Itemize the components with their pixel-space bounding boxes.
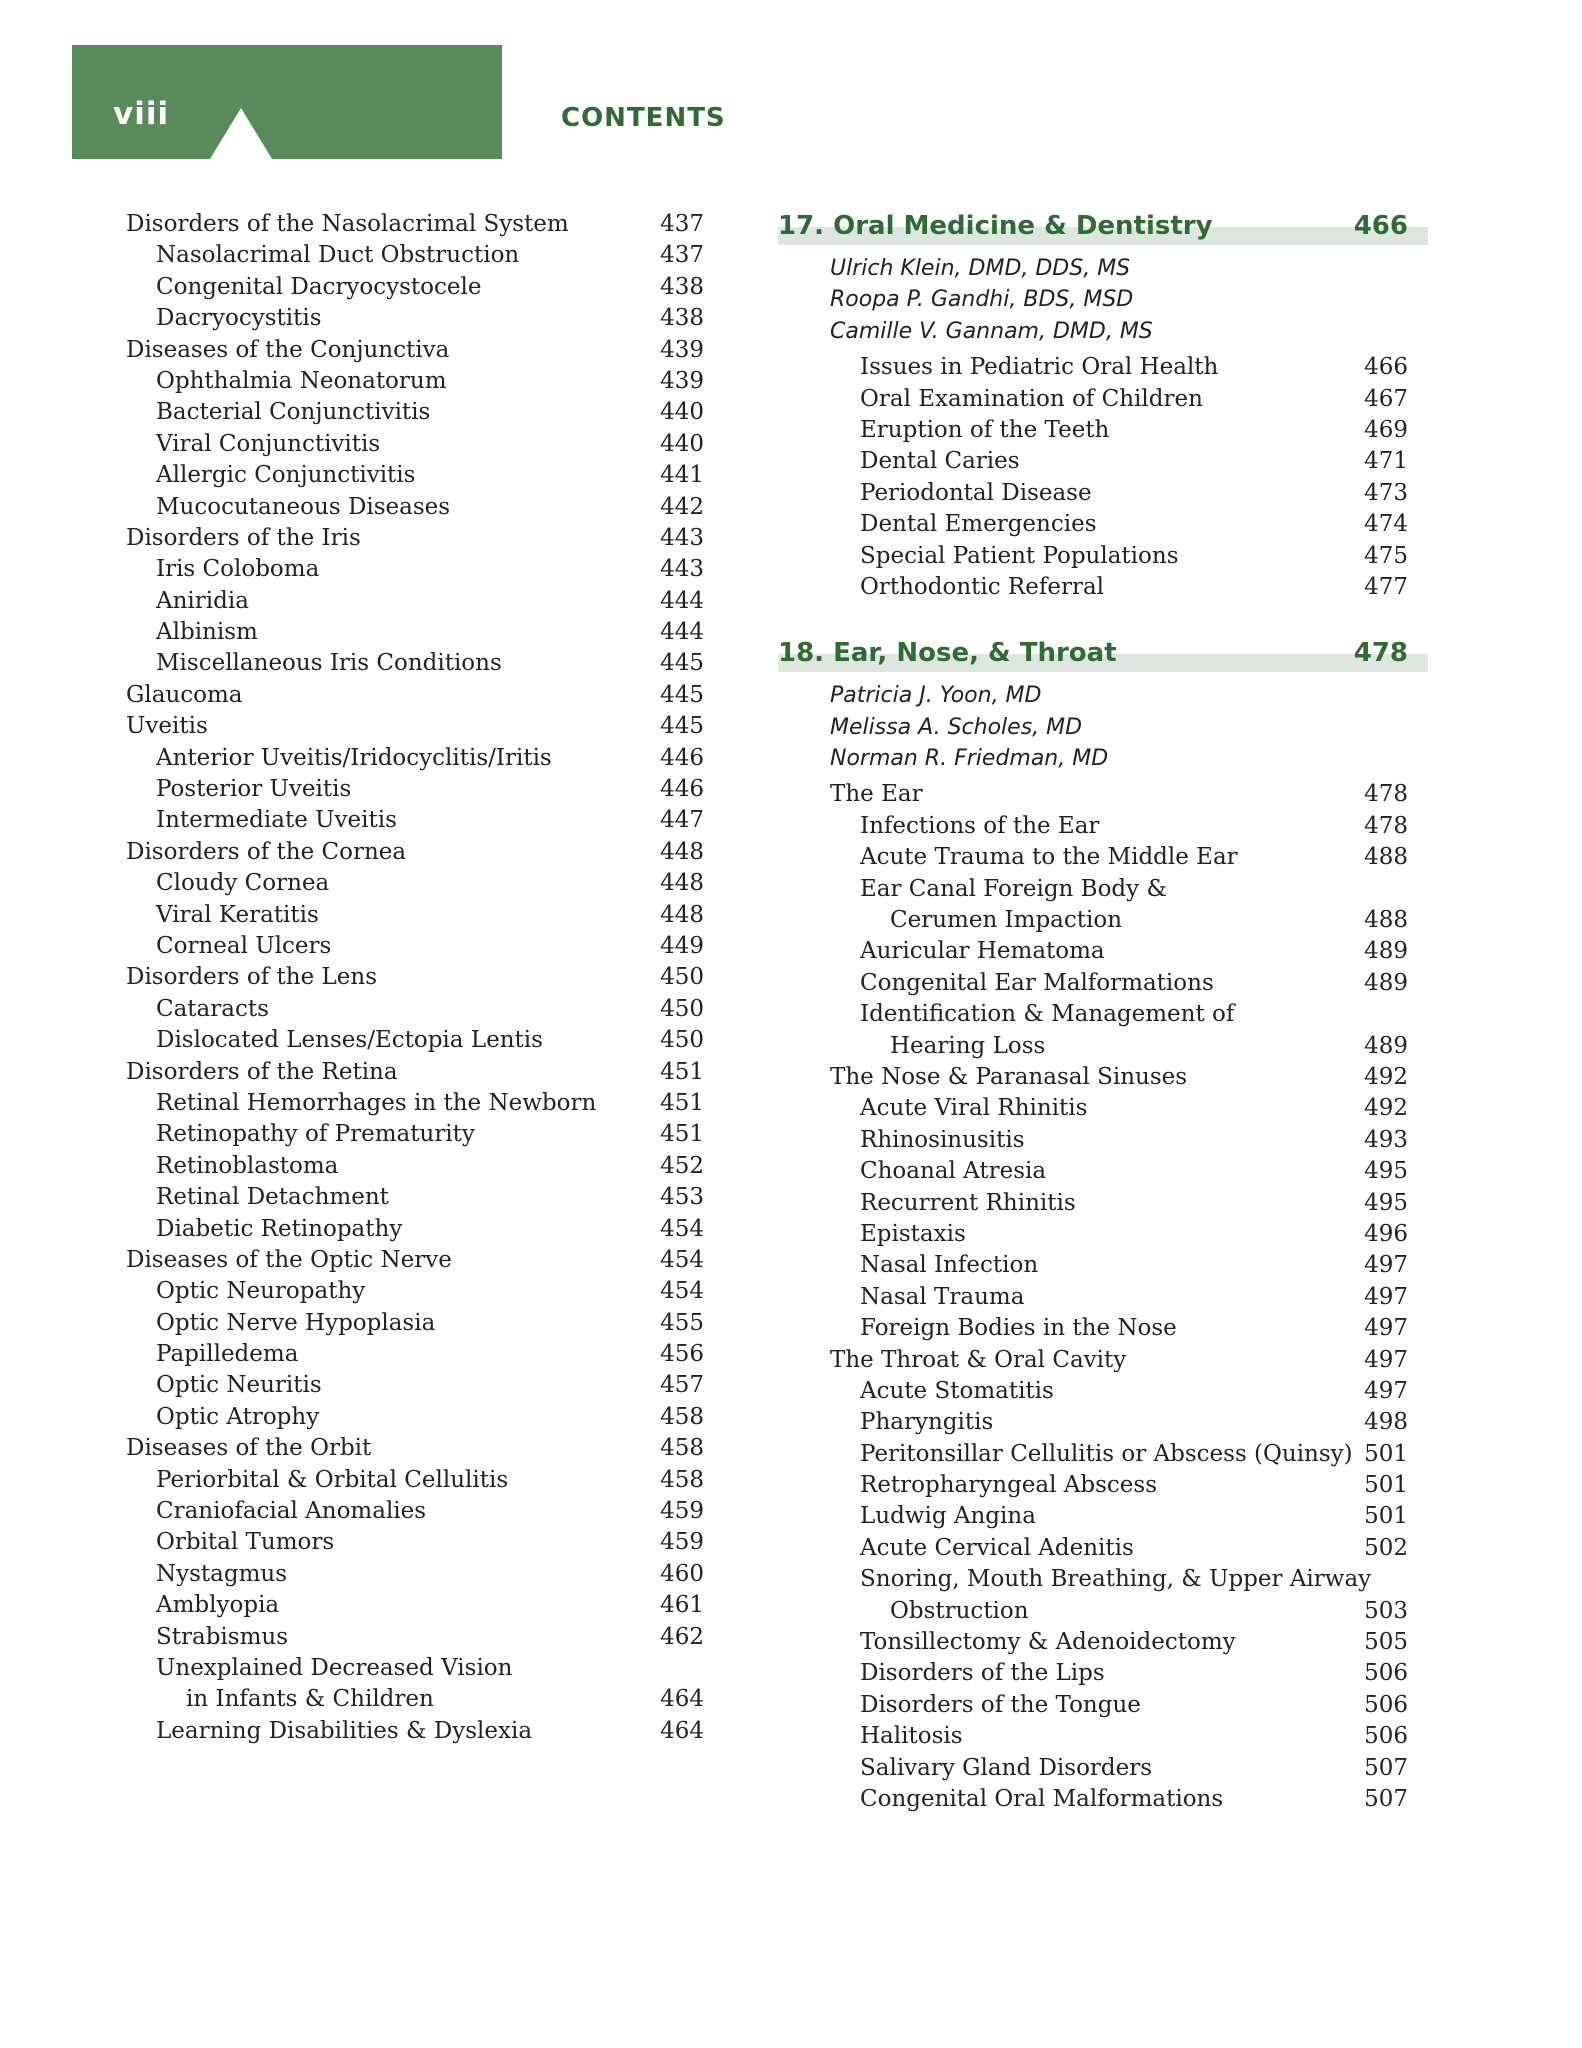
toc-entry-page: 467 (1364, 385, 1408, 412)
toc-entry[interactable] (126, 1308, 704, 1339)
toc-entry-title: Uveitis (126, 713, 208, 740)
toc-right-column (778, 209, 1428, 1815)
toc-entry-page: 489 (1364, 969, 1408, 996)
toc-entry[interactable] (830, 1721, 1408, 1752)
toc-entry-title: Congenital Dacryocystocele (156, 273, 482, 300)
toc-entry-title: Salivary Gland Disorders (860, 1754, 1153, 1781)
toc-entry[interactable] (126, 805, 704, 836)
toc-entry[interactable] (830, 1313, 1408, 1344)
toc-entry-title: Ophthalmia Neonatorum (156, 367, 447, 394)
toc-entry-title: Ear Canal Foreign Body & (860, 875, 1167, 902)
author-name: Melissa A. Scholes, MD (830, 714, 1083, 740)
chapter-page: 478 (1353, 638, 1408, 669)
toc-entry[interactable] (126, 303, 704, 334)
toc-entry-page: 437 (660, 211, 704, 237)
toc-entry[interactable] (830, 1062, 1408, 1093)
toc-entry[interactable] (126, 1653, 704, 1684)
toc-entry[interactable] (830, 968, 1408, 999)
toc-entry-title: Disorders of the Tongue (860, 1691, 1141, 1718)
toc-entry[interactable] (830, 1470, 1408, 1501)
toc-entry-title: Ludwig Angina (860, 1503, 1036, 1530)
toc-entry-title: Periorbital & Orbital Cellulitis (156, 1466, 509, 1493)
toc-entry-page: 440 (660, 399, 704, 426)
toc-entry[interactable] (830, 1156, 1408, 1187)
toc-entry[interactable] (830, 1282, 1408, 1313)
toc-entry-title: Papilledema (156, 1341, 299, 1368)
toc-entry-title: Unexplained Decreased Vision (156, 1654, 513, 1681)
toc-entry-title: Halitosis (860, 1723, 963, 1750)
toc-entry-page: 489 (1364, 938, 1408, 965)
toc-entry-title: Disorders of the Nasolacrimal System (126, 211, 569, 237)
toc-entry-page: 497 (1364, 1346, 1408, 1373)
toc-entry-title: Diseases of the Optic Nerve (126, 1246, 452, 1273)
toc-entry-page: 497 (1364, 1283, 1408, 1310)
toc-entry-title: Hearing Loss (890, 1032, 1046, 1059)
toc-entry-title: Peritonsillar Cellulitis or Abscess (Quinsy) (860, 1440, 1353, 1467)
toc-entry-title: Intermediate Uveitis (156, 807, 397, 834)
toc-entry-page: 507 (1364, 1754, 1408, 1781)
toc-entry-title: Anterior Uveitis/Iridocyclitis/Iritis (156, 744, 552, 771)
toc-entry-title: The Ear (830, 781, 923, 808)
toc-entry-title: Acute Stomatitis (860, 1377, 1054, 1404)
toc-entry-page: 440 (660, 430, 704, 457)
toc-entry-page: 443 (660, 556, 704, 583)
toc-entry-page: 454 (660, 1215, 704, 1242)
toc-entry-page: 473 (1364, 479, 1408, 506)
toc-entry-page: 447 (660, 807, 704, 834)
author-name: Camille V. Gannam, DMD, MS (830, 318, 1153, 344)
chapter-entries (830, 779, 1408, 1815)
toc-entry-title: Acute Cervical Adenitis (860, 1534, 1134, 1561)
toc-entry[interactable] (830, 1439, 1408, 1470)
toc-entry-title: Rhinosinusitis (860, 1126, 1025, 1153)
author-name: Norman R. Friedman, MD (830, 746, 1109, 772)
toc-entry-page: 445 (660, 650, 704, 677)
toc-entry[interactable] (126, 1088, 704, 1119)
toc-entry-page: 497 (1364, 1252, 1408, 1279)
toc-entry-title: Recurrent Rhinitis (860, 1189, 1076, 1216)
toc-entry-page: 488 (1364, 907, 1408, 934)
toc-entry-page: 488 (1364, 844, 1408, 871)
toc-entry-page: 496 (1364, 1220, 1408, 1247)
toc-entry[interactable] (126, 1151, 704, 1182)
author-name: Roopa P. Gandhi, BDS, MSD (830, 287, 1134, 313)
toc-entry[interactable] (830, 811, 1408, 842)
toc-entry[interactable] (830, 1784, 1408, 1815)
toc-entry-page: 451 (660, 1089, 704, 1116)
toc-entry[interactable] (126, 1559, 704, 1590)
toc-entry-page: 437 (660, 242, 704, 269)
toc-entry[interactable] (126, 1527, 704, 1558)
toc-entry-page: 478 (1364, 781, 1408, 808)
toc-entry-title: Dental Emergencies (860, 511, 1097, 538)
toc-entry-title: Infections of the Ear (860, 812, 1100, 839)
toc-entry-title: Auricular Hematoma (860, 938, 1105, 965)
toc-entry[interactable] (126, 774, 704, 805)
toc-entry-title: in Infants & Children (186, 1686, 434, 1713)
toc-entry-page: 458 (660, 1435, 704, 1462)
toc-entry-title: Cataracts (156, 995, 269, 1022)
toc-entry-title: Glaucoma (126, 681, 243, 708)
toc-entry[interactable] (830, 446, 1408, 477)
chapter-heading[interactable] (778, 636, 1428, 670)
toc-entry[interactable] (126, 1622, 704, 1653)
toc-entry-page: 497 (1364, 1377, 1408, 1404)
toc-entry[interactable] (830, 541, 1408, 572)
toc-entry-page: 506 (1364, 1691, 1408, 1718)
toc-entry-page: 449 (660, 932, 704, 959)
toc-entry[interactable] (126, 994, 704, 1025)
toc-entry[interactable] (830, 999, 1408, 1030)
toc-entry-page: 464 (660, 1686, 704, 1713)
toc-entry-page: 448 (660, 838, 704, 865)
toc-entry[interactable] (830, 1501, 1408, 1532)
toc-entry[interactable] (830, 509, 1408, 540)
toc-entry[interactable] (830, 1690, 1408, 1721)
toc-entry[interactable] (126, 1433, 704, 1464)
author-name: Ulrich Klein, DMD, DDS, MS (830, 256, 1131, 281)
toc-entry-page: 442 (660, 493, 704, 520)
toc-entry-page: 451 (660, 1058, 704, 1085)
toc-entry[interactable] (126, 837, 704, 868)
toc-entry-title: Diabetic Retinopathy (156, 1215, 403, 1242)
toc-entry[interactable] (126, 1025, 704, 1056)
toc-entry-page: 450 (660, 995, 704, 1022)
toc-entry[interactable] (126, 1590, 704, 1621)
toc-entry-title: Congenital Ear Malformations (860, 969, 1214, 996)
toc-entry-title: Strabismus (156, 1623, 289, 1650)
toc-entry-title: Disorders of the Cornea (126, 838, 407, 865)
chapter-title: 18. Ear, Nose, & Throat (778, 638, 1117, 669)
toc-entry-page: 458 (660, 1466, 704, 1493)
toc-entry-page: 455 (660, 1309, 704, 1336)
toc-entry-page: 466 (1364, 354, 1408, 381)
toc-entry[interactable] (126, 1402, 704, 1433)
toc-entry-page: 441 (660, 462, 704, 489)
toc-entry-title: Retinal Hemorrhages in the Newborn (156, 1089, 597, 1116)
toc-entry[interactable] (126, 711, 704, 742)
toc-entry-title: Optic Atrophy (156, 1403, 320, 1430)
author-name: Patricia J. Yoon, MD (830, 683, 1042, 709)
toc-entry[interactable] (830, 478, 1408, 509)
toc-entry-title: Bacterial Conjunctivitis (156, 399, 431, 426)
page-number: viii (113, 96, 170, 132)
toc-entry-title: Cloudy Cornea (156, 870, 330, 897)
toc-entry[interactable] (126, 1057, 704, 1088)
toc-entry-page: 451 (660, 1121, 704, 1148)
toc-entry-page: 506 (1364, 1660, 1408, 1687)
toc-entry-title: Orthodontic Referral (860, 573, 1105, 600)
toc-entry-title: Eruption of the Teeth (860, 416, 1110, 443)
toc-entry-page: 502 (1364, 1534, 1408, 1561)
toc-entry-title: Nystagmus (156, 1560, 288, 1587)
toc-entry[interactable] (830, 415, 1408, 446)
toc-entry-title: Snoring, Mouth Breathing, & Upper Airway (860, 1566, 1372, 1593)
chapter-entries (830, 352, 1408, 603)
toc-entry[interactable] (126, 523, 704, 554)
toc-entry[interactable] (126, 335, 704, 366)
toc-entry-page: 507 (1364, 1785, 1408, 1812)
toc-entry[interactable] (126, 429, 704, 460)
toc-entry[interactable] (830, 1753, 1408, 1784)
toc-entry-title: Diseases of the Conjunctiva (126, 336, 450, 363)
toc-entry-page: 489 (1364, 1032, 1408, 1059)
toc-entry-page: 446 (660, 776, 704, 803)
toc-entry-page: 464 (660, 1717, 704, 1744)
toc-entry[interactable] (126, 1370, 704, 1401)
toc-left-column (126, 209, 704, 1747)
toc-entry-title: Tonsillectomy & Adenoidectomy (860, 1629, 1236, 1656)
toc-entry[interactable] (126, 209, 704, 240)
toc-entry-title: Posterior Uveitis (156, 776, 352, 803)
toc-entry[interactable] (830, 572, 1408, 603)
toc-entry-page: 438 (660, 305, 704, 332)
toc-entry-page: 459 (660, 1498, 704, 1525)
toc-entry-page: 456 (660, 1341, 704, 1368)
toc-entry-page: 445 (660, 713, 704, 740)
toc-entry-page: 503 (1364, 1597, 1408, 1624)
toc-entry[interactable] (126, 1465, 704, 1496)
toc-entry-title: Acute Trauma to the Middle Ear (860, 844, 1238, 871)
toc-entry[interactable] (126, 962, 704, 993)
toc-entry-page: 450 (660, 964, 704, 991)
toc-entry-title: Dislocated Lenses/Ectopia Lentis (156, 1027, 543, 1054)
toc-entry-title: Miscellaneous Iris Conditions (156, 650, 502, 677)
toc-entry-page: 444 (660, 619, 704, 646)
toc-entry[interactable] (830, 842, 1408, 873)
toc-entry-title: Allergic Conjunctivitis (156, 462, 416, 489)
toc-entry-title: Retropharyngeal Abscess (860, 1472, 1158, 1499)
chapter-authors (830, 680, 1428, 774)
toc-entry-page: 475 (1364, 542, 1408, 569)
toc-entry-page: 438 (660, 273, 704, 300)
toc-entry-title: Acute Viral Rhinitis (860, 1095, 1088, 1122)
toc-entry-page: 462 (660, 1623, 704, 1650)
toc-entry-page: 474 (1364, 511, 1408, 538)
toc-entry[interactable] (830, 1093, 1408, 1124)
toc-entry-page: 501 (1364, 1440, 1408, 1467)
toc-entry-page: 461 (660, 1592, 704, 1619)
toc-entry-page: 454 (660, 1246, 704, 1273)
toc-entry[interactable] (126, 240, 704, 271)
toc-entry-title: Nasal Trauma (860, 1283, 1025, 1310)
toc-entry-page: 495 (1364, 1158, 1408, 1185)
toc-entry-title: Disorders of the Iris (126, 524, 361, 551)
toc-entry[interactable] (830, 936, 1408, 967)
toc-entry[interactable] (830, 1596, 1408, 1627)
toc-entry-page: 452 (660, 1152, 704, 1179)
toc-entry[interactable] (126, 272, 704, 303)
toc-entry[interactable] (126, 1182, 704, 1213)
toc-entry-title: Dental Caries (860, 448, 1020, 475)
toc-entry-page: 492 (1364, 1063, 1408, 1090)
toc-entry-title: Periodontal Disease (860, 479, 1092, 506)
toc-entry-title: Optic Neuropathy (156, 1278, 366, 1305)
toc-entry-page: 501 (1364, 1503, 1408, 1530)
toc-entry-page: 439 (660, 367, 704, 394)
toc-entry-title: Aniridia (156, 587, 249, 614)
toc-entry-title: Nasal Infection (860, 1252, 1039, 1279)
toc-entry[interactable] (126, 1684, 704, 1715)
toc-entry-page: 498 (1364, 1409, 1408, 1436)
toc-entry[interactable] (126, 648, 704, 679)
toc-entry[interactable] (126, 1245, 704, 1276)
toc-entry-page: 478 (1364, 812, 1408, 839)
toc-entry-title: Viral Conjunctivitis (156, 430, 381, 457)
chapter-title: 17. Oral Medicine & Dentistry (778, 211, 1213, 241)
toc-entry[interactable] (126, 743, 704, 774)
toc-entry-title: Nasolacrimal Duct Obstruction (156, 242, 520, 269)
toc-entry[interactable] (830, 905, 1408, 936)
toc-entry-title: Amblyopia (156, 1592, 280, 1619)
toc-entry[interactable] (830, 779, 1408, 810)
toc-entry-title: Disorders of the Retina (126, 1058, 398, 1085)
toc-entry-page: 454 (660, 1278, 704, 1305)
toc-entry[interactable] (830, 1627, 1408, 1658)
banner-notch (210, 108, 272, 159)
toc-entry-page: 469 (1364, 416, 1408, 443)
toc-entry[interactable] (126, 900, 704, 931)
toc-entry-page: 445 (660, 681, 704, 708)
toc-entry[interactable] (830, 1031, 1408, 1062)
toc-entry[interactable] (126, 1339, 704, 1370)
chapter-authors (830, 253, 1428, 347)
toc-entry[interactable] (830, 1188, 1408, 1219)
toc-entry[interactable] (830, 1376, 1408, 1407)
toc-entry[interactable] (830, 1250, 1408, 1281)
toc-entry[interactable] (126, 554, 704, 585)
toc-entry-title: Dacryocystitis (156, 305, 322, 332)
toc-entry[interactable] (830, 1658, 1408, 1689)
toc-entry[interactable] (126, 1496, 704, 1527)
toc-entry[interactable] (126, 868, 704, 899)
toc-entry[interactable] (126, 397, 704, 428)
toc-entry-title: Learning Disabilities & Dyslexia (156, 1717, 533, 1744)
toc-entry[interactable] (830, 1345, 1408, 1376)
toc-entry-page: 493 (1364, 1126, 1408, 1153)
toc-entry-page: 443 (660, 524, 704, 551)
toc-entry-title: Special Patient Populations (860, 542, 1179, 569)
toc-entry-page: 448 (660, 901, 704, 928)
toc-entry-page: 444 (660, 587, 704, 614)
toc-entry[interactable] (830, 1219, 1408, 1250)
toc-entry-title: The Throat & Oral Cavity (830, 1346, 1127, 1373)
toc-entry-page: 506 (1364, 1723, 1408, 1750)
toc-entry-page: 450 (660, 1027, 704, 1054)
toc-entry-title: Pharyngitis (860, 1409, 994, 1436)
toc-entry-title: Iris Coloboma (156, 556, 320, 583)
toc-entry-page: 457 (660, 1372, 704, 1399)
toc-entry-page: 497 (1364, 1315, 1408, 1342)
toc-entry[interactable] (126, 617, 704, 648)
toc-entry[interactable] (126, 460, 704, 491)
chapter-heading[interactable] (778, 209, 1428, 243)
toc-entry-title: Disorders of the Lips (860, 1660, 1105, 1687)
toc-entry-title: Epistaxis (860, 1220, 966, 1247)
toc-entry-title: Congenital Oral Malformations (860, 1785, 1224, 1812)
toc-entry[interactable] (126, 1276, 704, 1307)
toc-entry-title: Optic Nerve Hypoplasia (156, 1309, 436, 1336)
toc-entry-title: The Nose & Paranasal Sinuses (830, 1063, 1188, 1090)
toc-entry-page: 458 (660, 1403, 704, 1430)
toc-entry-page: 446 (660, 744, 704, 771)
toc-entry-page: 453 (660, 1184, 704, 1211)
toc-entry-title: Oral Examination of Children (860, 385, 1203, 412)
toc-entry-page: 492 (1364, 1095, 1408, 1122)
toc-entry-title: Diseases of the Orbit (126, 1435, 372, 1462)
toc-entry-title: Cerumen Impaction (890, 907, 1123, 934)
toc-entry[interactable] (830, 384, 1408, 415)
toc-entry-title: Obstruction (890, 1597, 1029, 1624)
chapter-page: 466 (1353, 211, 1408, 241)
toc-entry-title: Retinopathy of Prematurity (156, 1121, 475, 1148)
toc-entry-title: Mucocutaneous Diseases (156, 493, 451, 520)
toc-entry[interactable] (126, 680, 704, 711)
toc-entry-page: 501 (1364, 1472, 1408, 1499)
toc-entry-title: Craniofacial Anomalies (156, 1498, 427, 1525)
section-label: CONTENTS (561, 103, 726, 133)
chapter-gap (778, 603, 1428, 636)
toc-entry[interactable] (126, 1716, 704, 1747)
toc-entry[interactable] (126, 492, 704, 523)
toc-entry-page: 448 (660, 870, 704, 897)
toc-entry-title: Orbital Tumors (156, 1529, 335, 1556)
toc-entry-page: 460 (660, 1560, 704, 1587)
toc-entry[interactable] (126, 586, 704, 617)
toc-entry[interactable] (830, 1564, 1408, 1595)
toc-entry[interactable] (126, 366, 704, 397)
toc-entry[interactable] (830, 874, 1408, 905)
toc-entry-title: Retinoblastoma (156, 1152, 339, 1179)
toc-entry-title: Issues in Pediatric Oral Health (860, 354, 1219, 381)
toc-entry[interactable] (830, 1125, 1408, 1156)
toc-entry-page: 495 (1364, 1189, 1408, 1216)
toc-entry-title: Retinal Detachment (156, 1184, 389, 1211)
toc-entry[interactable] (830, 352, 1408, 383)
toc-entry-title: Choanal Atresia (860, 1158, 1047, 1185)
toc-entry-title: Viral Keratitis (156, 901, 319, 928)
toc-entry-page: 459 (660, 1529, 704, 1556)
toc-entry[interactable] (126, 931, 704, 962)
toc-entry-page: 439 (660, 336, 704, 363)
toc-entry-page: 471 (1364, 448, 1408, 475)
toc-entry[interactable] (126, 1119, 704, 1150)
toc-entry-title: Optic Neuritis (156, 1372, 322, 1399)
toc-entry-title: Corneal Ulcers (156, 932, 332, 959)
toc-entry-title: Disorders of the Lens (126, 964, 378, 991)
toc-entry-page: 477 (1364, 573, 1408, 600)
toc-entry[interactable] (830, 1407, 1408, 1438)
toc-entry[interactable] (126, 1214, 704, 1245)
toc-entry-title: Foreign Bodies in the Nose (860, 1315, 1177, 1342)
toc-entry-title: Albinism (156, 619, 258, 646)
toc-entry-title: Identification & Management of (860, 1001, 1235, 1028)
toc-entry[interactable] (830, 1533, 1408, 1564)
toc-entry-page: 505 (1364, 1629, 1408, 1656)
